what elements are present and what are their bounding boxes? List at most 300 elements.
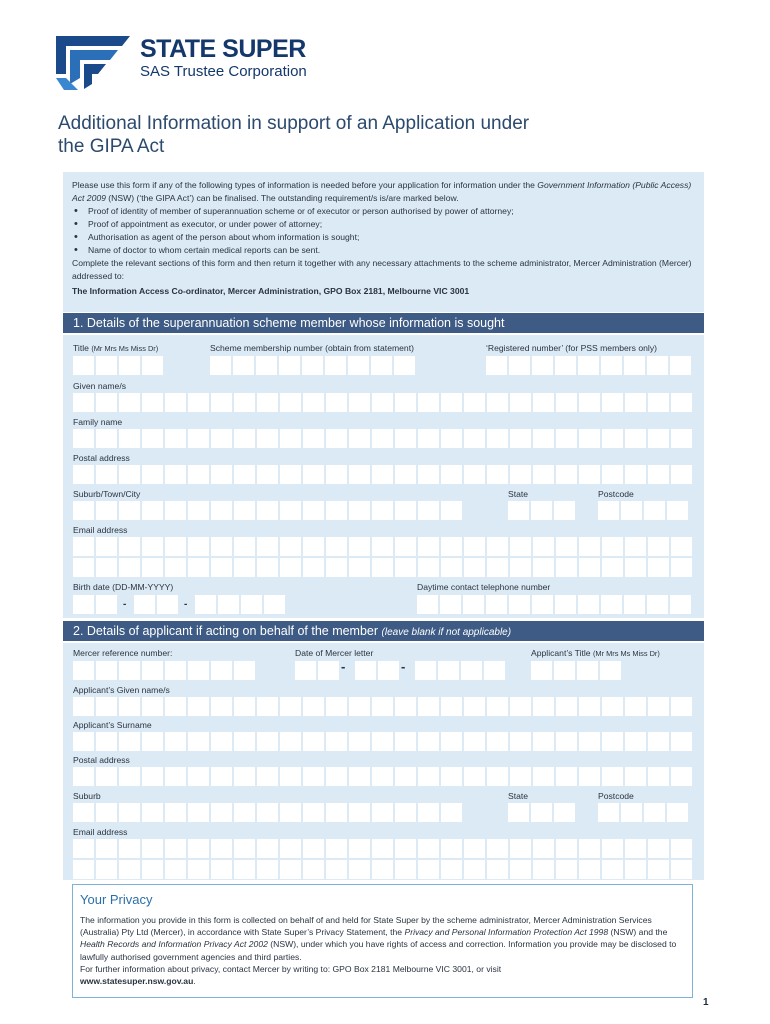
character-box[interactable] xyxy=(234,803,255,822)
character-box[interactable] xyxy=(671,393,692,412)
character-box[interactable] xyxy=(556,537,577,556)
character-box[interactable] xyxy=(188,501,209,520)
character-box[interactable] xyxy=(280,429,301,448)
character-box[interactable] xyxy=(464,537,485,556)
character-box[interactable] xyxy=(326,393,347,412)
character-box[interactable] xyxy=(487,860,508,879)
character-box[interactable] xyxy=(533,465,554,484)
character-box[interactable] xyxy=(119,839,140,858)
character-box[interactable] xyxy=(211,803,232,822)
character-box[interactable] xyxy=(257,767,278,786)
character-box[interactable] xyxy=(349,732,370,751)
character-box[interactable] xyxy=(96,465,117,484)
character-box[interactable] xyxy=(372,465,393,484)
privacy-website-link[interactable]: www.statesuper.nsw.gov.au xyxy=(80,976,194,987)
character-box[interactable] xyxy=(257,839,278,858)
character-box[interactable] xyxy=(326,839,347,858)
character-box[interactable] xyxy=(671,429,692,448)
character-box[interactable] xyxy=(510,839,531,858)
character-box[interactable] xyxy=(142,558,163,577)
character-box[interactable] xyxy=(670,356,691,375)
character-box[interactable] xyxy=(234,697,255,716)
character-box[interactable] xyxy=(326,860,347,879)
character-box[interactable] xyxy=(418,558,439,577)
character-box[interactable] xyxy=(96,595,117,614)
character-box[interactable] xyxy=(279,356,300,375)
character-box[interactable] xyxy=(211,661,232,680)
character-box[interactable] xyxy=(280,558,301,577)
character-box[interactable] xyxy=(441,860,462,879)
character-box[interactable] xyxy=(418,501,439,520)
character-box[interactable] xyxy=(624,595,645,614)
character-box[interactable] xyxy=(119,537,140,556)
character-box[interactable] xyxy=(441,697,462,716)
character-box[interactable] xyxy=(73,803,94,822)
character-box[interactable] xyxy=(486,356,507,375)
character-box[interactable] xyxy=(533,839,554,858)
title-field[interactable] xyxy=(73,356,163,375)
character-box[interactable] xyxy=(556,732,577,751)
character-box[interactable] xyxy=(621,501,642,520)
character-box[interactable] xyxy=(579,697,600,716)
character-box[interactable] xyxy=(96,356,117,375)
character-box[interactable] xyxy=(349,860,370,879)
character-box[interactable] xyxy=(349,465,370,484)
character-box[interactable] xyxy=(234,860,255,879)
birth-year-field[interactable] xyxy=(195,595,285,614)
character-box[interactable] xyxy=(395,537,416,556)
character-box[interactable] xyxy=(579,465,600,484)
character-box[interactable] xyxy=(264,595,285,614)
character-box[interactable] xyxy=(602,839,623,858)
character-box[interactable] xyxy=(326,803,347,822)
character-box[interactable] xyxy=(533,558,554,577)
character-box[interactable] xyxy=(647,595,668,614)
character-box[interactable] xyxy=(349,501,370,520)
character-box[interactable] xyxy=(280,465,301,484)
character-box[interactable] xyxy=(602,767,623,786)
character-box[interactable] xyxy=(648,839,669,858)
character-box[interactable] xyxy=(188,661,209,680)
applicant-title-field[interactable] xyxy=(531,661,621,680)
postal-address-field[interactable] xyxy=(73,465,692,484)
character-box[interactable] xyxy=(73,839,94,858)
character-box[interactable] xyxy=(234,661,255,680)
character-box[interactable] xyxy=(295,661,316,680)
character-box[interactable] xyxy=(418,732,439,751)
character-box[interactable] xyxy=(395,732,416,751)
character-box[interactable] xyxy=(667,803,688,822)
character-box[interactable] xyxy=(142,860,163,879)
character-box[interactable] xyxy=(372,860,393,879)
character-box[interactable] xyxy=(349,839,370,858)
character-box[interactable] xyxy=(188,465,209,484)
character-box[interactable] xyxy=(211,839,232,858)
character-box[interactable] xyxy=(602,558,623,577)
character-box[interactable] xyxy=(165,393,186,412)
character-box[interactable] xyxy=(395,767,416,786)
character-box[interactable] xyxy=(533,393,554,412)
character-box[interactable] xyxy=(372,732,393,751)
character-box[interactable] xyxy=(349,697,370,716)
character-box[interactable] xyxy=(257,501,278,520)
character-box[interactable] xyxy=(487,537,508,556)
mercer-ref-field[interactable] xyxy=(73,661,255,680)
character-box[interactable] xyxy=(119,501,140,520)
character-box[interactable] xyxy=(211,558,232,577)
character-box[interactable] xyxy=(280,803,301,822)
character-box[interactable] xyxy=(303,803,324,822)
email-field-row2[interactable] xyxy=(73,558,692,577)
character-box[interactable] xyxy=(234,767,255,786)
character-box[interactable] xyxy=(625,697,646,716)
character-box[interactable] xyxy=(257,803,278,822)
character-box[interactable] xyxy=(647,356,668,375)
character-box[interactable] xyxy=(73,767,94,786)
character-box[interactable] xyxy=(142,697,163,716)
character-box[interactable] xyxy=(234,501,255,520)
character-box[interactable] xyxy=(188,558,209,577)
character-box[interactable] xyxy=(280,393,301,412)
character-box[interactable] xyxy=(510,697,531,716)
character-box[interactable] xyxy=(441,429,462,448)
character-box[interactable] xyxy=(532,356,553,375)
character-box[interactable] xyxy=(165,537,186,556)
character-box[interactable] xyxy=(96,697,117,716)
character-box[interactable] xyxy=(621,803,642,822)
character-box[interactable] xyxy=(556,839,577,858)
character-box[interactable] xyxy=(579,860,600,879)
character-box[interactable] xyxy=(372,803,393,822)
character-box[interactable] xyxy=(211,537,232,556)
character-box[interactable] xyxy=(73,429,94,448)
character-box[interactable] xyxy=(670,595,691,614)
character-box[interactable] xyxy=(73,393,94,412)
character-box[interactable] xyxy=(195,595,216,614)
birth-day-field[interactable] xyxy=(73,595,117,614)
character-box[interactable] xyxy=(372,501,393,520)
character-box[interactable] xyxy=(487,429,508,448)
character-box[interactable] xyxy=(325,356,346,375)
character-box[interactable] xyxy=(303,558,324,577)
character-box[interactable] xyxy=(157,595,178,614)
character-box[interactable] xyxy=(438,661,459,680)
character-box[interactable] xyxy=(257,429,278,448)
character-box[interactable] xyxy=(533,732,554,751)
character-box[interactable] xyxy=(484,661,505,680)
character-box[interactable] xyxy=(326,732,347,751)
character-box[interactable] xyxy=(234,429,255,448)
character-box[interactable] xyxy=(257,860,278,879)
character-box[interactable] xyxy=(218,595,239,614)
applicant-email-row2[interactable] xyxy=(73,860,692,879)
character-box[interactable] xyxy=(188,767,209,786)
character-box[interactable] xyxy=(73,860,94,879)
character-box[interactable] xyxy=(598,501,619,520)
character-box[interactable] xyxy=(441,558,462,577)
character-box[interactable] xyxy=(211,501,232,520)
character-box[interactable] xyxy=(326,465,347,484)
character-box[interactable] xyxy=(625,860,646,879)
character-box[interactable] xyxy=(234,393,255,412)
character-box[interactable] xyxy=(625,839,646,858)
character-box[interactable] xyxy=(188,697,209,716)
character-box[interactable] xyxy=(441,537,462,556)
character-box[interactable] xyxy=(602,697,623,716)
character-box[interactable] xyxy=(188,732,209,751)
character-box[interactable] xyxy=(96,767,117,786)
character-box[interactable] xyxy=(418,697,439,716)
family-name-field[interactable] xyxy=(73,429,692,448)
character-box[interactable] xyxy=(487,465,508,484)
character-box[interactable] xyxy=(395,465,416,484)
character-box[interactable] xyxy=(142,501,163,520)
character-box[interactable] xyxy=(395,429,416,448)
character-box[interactable] xyxy=(188,429,209,448)
character-box[interactable] xyxy=(188,803,209,822)
character-box[interactable] xyxy=(510,393,531,412)
character-box[interactable] xyxy=(625,558,646,577)
applicant-suburb-field[interactable] xyxy=(73,803,462,822)
character-box[interactable] xyxy=(303,732,324,751)
character-box[interactable] xyxy=(326,501,347,520)
character-box[interactable] xyxy=(395,501,416,520)
character-box[interactable] xyxy=(441,732,462,751)
character-box[interactable] xyxy=(119,661,140,680)
character-box[interactable] xyxy=(349,767,370,786)
character-box[interactable] xyxy=(602,465,623,484)
character-box[interactable] xyxy=(508,501,529,520)
character-box[interactable] xyxy=(142,356,163,375)
character-box[interactable] xyxy=(96,661,117,680)
character-box[interactable] xyxy=(395,558,416,577)
character-box[interactable] xyxy=(671,767,692,786)
given-name-field[interactable] xyxy=(73,393,692,412)
suburb-field[interactable] xyxy=(73,501,462,520)
character-box[interactable] xyxy=(625,767,646,786)
character-box[interactable] xyxy=(303,393,324,412)
character-box[interactable] xyxy=(211,697,232,716)
character-box[interactable] xyxy=(671,839,692,858)
character-box[interactable] xyxy=(119,356,140,375)
character-box[interactable] xyxy=(73,537,94,556)
character-box[interactable] xyxy=(165,558,186,577)
character-box[interactable] xyxy=(556,393,577,412)
character-box[interactable] xyxy=(165,465,186,484)
character-box[interactable] xyxy=(648,732,669,751)
character-box[interactable] xyxy=(165,767,186,786)
character-box[interactable] xyxy=(579,537,600,556)
character-box[interactable] xyxy=(624,356,645,375)
registered-number-field[interactable] xyxy=(486,356,691,375)
character-box[interactable] xyxy=(487,732,508,751)
character-box[interactable] xyxy=(671,860,692,879)
character-box[interactable] xyxy=(556,429,577,448)
character-box[interactable] xyxy=(487,558,508,577)
character-box[interactable] xyxy=(556,860,577,879)
character-box[interactable] xyxy=(96,393,117,412)
character-box[interactable] xyxy=(394,356,415,375)
character-box[interactable] xyxy=(234,465,255,484)
character-box[interactable] xyxy=(96,537,117,556)
character-box[interactable] xyxy=(73,558,94,577)
character-box[interactable] xyxy=(142,661,163,680)
character-box[interactable] xyxy=(625,393,646,412)
character-box[interactable] xyxy=(395,393,416,412)
character-box[interactable] xyxy=(96,732,117,751)
character-box[interactable] xyxy=(464,767,485,786)
character-box[interactable] xyxy=(165,732,186,751)
character-box[interactable] xyxy=(648,537,669,556)
character-box[interactable] xyxy=(280,839,301,858)
character-box[interactable] xyxy=(510,767,531,786)
character-box[interactable] xyxy=(579,732,600,751)
character-box[interactable] xyxy=(188,537,209,556)
character-box[interactable] xyxy=(598,803,619,822)
character-box[interactable] xyxy=(303,860,324,879)
character-box[interactable] xyxy=(441,767,462,786)
character-box[interactable] xyxy=(508,803,529,822)
character-box[interactable] xyxy=(96,803,117,822)
character-box[interactable] xyxy=(372,537,393,556)
character-box[interactable] xyxy=(165,839,186,858)
character-box[interactable] xyxy=(418,803,439,822)
character-box[interactable] xyxy=(600,661,621,680)
character-box[interactable] xyxy=(165,501,186,520)
character-box[interactable] xyxy=(418,393,439,412)
character-box[interactable] xyxy=(671,732,692,751)
character-box[interactable] xyxy=(644,803,665,822)
character-box[interactable] xyxy=(417,595,438,614)
character-box[interactable] xyxy=(96,839,117,858)
character-box[interactable] xyxy=(96,860,117,879)
character-box[interactable] xyxy=(602,537,623,556)
character-box[interactable] xyxy=(303,537,324,556)
character-box[interactable] xyxy=(211,767,232,786)
state-field[interactable] xyxy=(508,501,575,520)
character-box[interactable] xyxy=(531,803,552,822)
character-box[interactable] xyxy=(73,732,94,751)
character-box[interactable] xyxy=(648,767,669,786)
character-box[interactable] xyxy=(73,697,94,716)
character-box[interactable] xyxy=(464,465,485,484)
character-box[interactable] xyxy=(648,860,669,879)
character-box[interactable] xyxy=(602,393,623,412)
character-box[interactable] xyxy=(73,661,94,680)
character-box[interactable] xyxy=(579,839,600,858)
character-box[interactable] xyxy=(73,595,94,614)
character-box[interactable] xyxy=(303,767,324,786)
character-box[interactable] xyxy=(257,558,278,577)
character-box[interactable] xyxy=(302,356,323,375)
character-box[interactable] xyxy=(487,839,508,858)
character-box[interactable] xyxy=(441,839,462,858)
applicant-surname-field[interactable] xyxy=(73,732,692,751)
character-box[interactable] xyxy=(533,860,554,879)
character-box[interactable] xyxy=(671,558,692,577)
character-box[interactable] xyxy=(533,537,554,556)
character-box[interactable] xyxy=(326,767,347,786)
character-box[interactable] xyxy=(418,537,439,556)
character-box[interactable] xyxy=(671,697,692,716)
character-box[interactable] xyxy=(303,697,324,716)
character-box[interactable] xyxy=(510,465,531,484)
character-box[interactable] xyxy=(355,661,376,680)
character-box[interactable] xyxy=(211,465,232,484)
email-field-row1[interactable] xyxy=(73,537,692,556)
character-box[interactable] xyxy=(371,356,392,375)
character-box[interactable] xyxy=(579,393,600,412)
character-box[interactable] xyxy=(241,595,262,614)
character-box[interactable] xyxy=(372,839,393,858)
applicant-postcode-field[interactable] xyxy=(598,803,688,822)
character-box[interactable] xyxy=(602,860,623,879)
character-box[interactable] xyxy=(165,429,186,448)
character-box[interactable] xyxy=(303,465,324,484)
character-box[interactable] xyxy=(96,429,117,448)
character-box[interactable] xyxy=(464,839,485,858)
phone-field[interactable] xyxy=(417,595,691,614)
character-box[interactable] xyxy=(372,393,393,412)
character-box[interactable] xyxy=(578,595,599,614)
character-box[interactable] xyxy=(326,558,347,577)
character-box[interactable] xyxy=(531,661,552,680)
character-box[interactable] xyxy=(415,661,436,680)
applicant-given-field[interactable] xyxy=(73,697,692,716)
character-box[interactable] xyxy=(440,595,461,614)
postcode-field[interactable] xyxy=(598,501,688,520)
character-box[interactable] xyxy=(234,732,255,751)
character-box[interactable] xyxy=(487,767,508,786)
character-box[interactable] xyxy=(119,803,140,822)
character-box[interactable] xyxy=(234,558,255,577)
character-box[interactable] xyxy=(280,860,301,879)
character-box[interactable] xyxy=(326,429,347,448)
character-box[interactable] xyxy=(579,767,600,786)
character-box[interactable] xyxy=(625,732,646,751)
character-box[interactable] xyxy=(533,429,554,448)
character-box[interactable] xyxy=(533,697,554,716)
character-box[interactable] xyxy=(234,839,255,858)
character-box[interactable] xyxy=(233,356,254,375)
character-box[interactable] xyxy=(318,661,339,680)
character-box[interactable] xyxy=(395,839,416,858)
character-box[interactable] xyxy=(648,558,669,577)
character-box[interactable] xyxy=(73,501,94,520)
character-box[interactable] xyxy=(119,732,140,751)
character-box[interactable] xyxy=(119,465,140,484)
character-box[interactable] xyxy=(579,558,600,577)
character-box[interactable] xyxy=(441,803,462,822)
character-box[interactable] xyxy=(509,356,530,375)
character-box[interactable] xyxy=(509,595,530,614)
character-box[interactable] xyxy=(487,393,508,412)
character-box[interactable] xyxy=(188,839,209,858)
character-box[interactable] xyxy=(211,393,232,412)
membership-number-field[interactable] xyxy=(210,356,415,375)
character-box[interactable] xyxy=(257,393,278,412)
character-box[interactable] xyxy=(142,393,163,412)
applicant-state-field[interactable] xyxy=(508,803,575,822)
character-box[interactable] xyxy=(464,393,485,412)
character-box[interactable] xyxy=(464,860,485,879)
character-box[interactable] xyxy=(211,429,232,448)
character-box[interactable] xyxy=(464,732,485,751)
applicant-email-row1[interactable] xyxy=(73,839,692,858)
applicant-postal-field[interactable] xyxy=(73,767,692,786)
character-box[interactable] xyxy=(234,537,255,556)
character-box[interactable] xyxy=(602,732,623,751)
